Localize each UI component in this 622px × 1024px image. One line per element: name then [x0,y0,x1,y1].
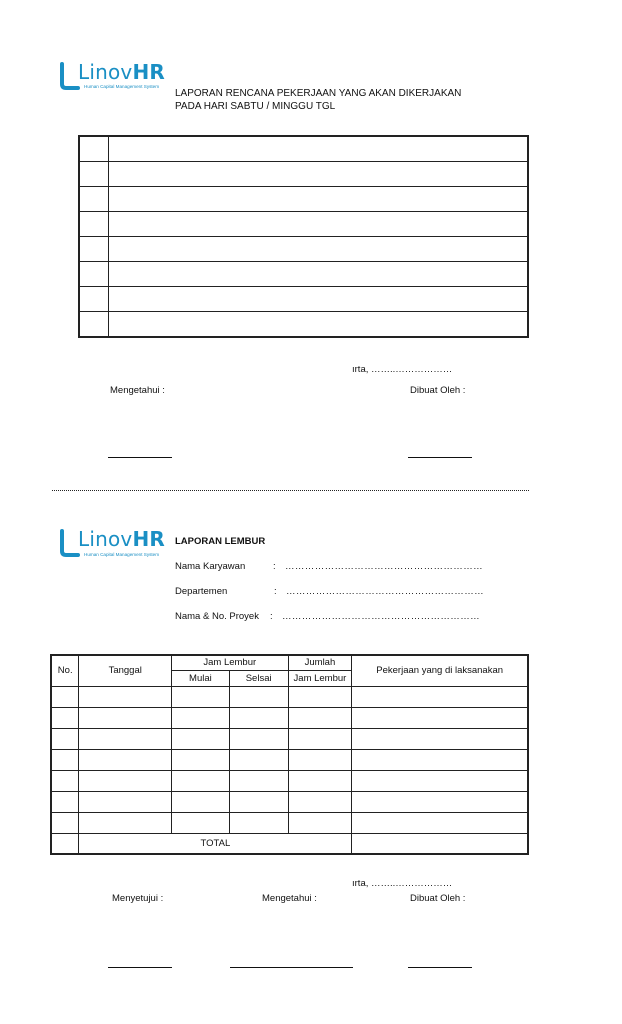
row-work-cell [352,812,528,833]
overtime-table-row [51,686,528,707]
cut-divider [52,490,529,491]
field-dots: …………………………………………………… [282,611,480,622]
plan-row-number-cell [79,162,109,187]
plan-sign-line-left [108,457,172,458]
row-end-cell [229,686,288,707]
plan-row-number-cell [79,237,109,262]
plan-table-row [79,162,528,187]
plan-table-row [79,312,528,338]
overtime-table-row [51,749,528,770]
row-work-cell [352,728,528,749]
title-line-1: LAPORAN RENCANA PEKERJAAN YANG AKAN DIKERJAKAN [175,88,462,99]
plan-row-number-cell [79,287,109,312]
row-work-cell [352,791,528,812]
plan-row-number-cell [79,212,109,237]
row-total-cell [288,749,352,770]
row-work-cell [352,707,528,728]
field-colon: : [274,586,277,597]
row-no-cell [51,686,79,707]
plan-table-row [79,237,528,262]
row-date-cell [79,707,172,728]
plan-table-row [79,136,528,162]
row-no-cell [51,791,79,812]
field-label: Nama & No. Proyek [175,611,259,622]
overtime-sign-line-left [108,967,172,968]
overtime-total-row [51,833,528,854]
overtime-table-row [51,707,528,728]
total-work-cell [352,833,528,854]
row-start-cell [172,770,230,791]
row-start-cell [172,686,230,707]
logo-tagline-2: Human Capital Management System [84,552,160,557]
row-end-cell [229,791,288,812]
field-dots: …………………………………………………… [286,586,484,597]
plan-row-task-cell [109,287,529,312]
overtime-table-row [51,728,528,749]
row-date-cell [79,749,172,770]
row-work-cell [352,770,528,791]
row-date-cell [79,812,172,833]
overtime-acknowledged-label: Mengetahui : [262,893,317,904]
field-colon: : [273,561,276,572]
col-header-end: Selsai [229,670,288,686]
row-no-cell [51,728,79,749]
plan-row-task-cell [109,187,529,212]
plan-row-task-cell [109,162,529,187]
plan-table-row [79,287,528,312]
plan-acknowledged-label: Mengetahui : [110,385,165,396]
plan-row-task-cell [109,136,529,162]
overtime-table-row [51,812,528,833]
field-employee-name [175,561,483,572]
plan-created-by-label: Dibuat Oleh : [410,385,466,396]
row-start-cell [172,749,230,770]
row-end-cell [229,728,288,749]
plan-place-date: ırta, ……..……………… [352,364,453,375]
field-department [175,586,484,597]
overtime-table [50,654,529,855]
row-total-cell [288,791,352,812]
logo-wordmark-2: LinovHR [78,527,165,551]
row-total-cell [288,707,352,728]
plan-row-task-cell [109,212,529,237]
row-no-cell [51,770,79,791]
logo-wordmark: LinovHR [78,60,165,84]
plan-row-number-cell [79,262,109,287]
field-label: Nama Karyawan [175,561,246,572]
plan-row-task-cell [109,262,529,287]
row-no-cell [51,749,79,770]
plan-sign-line-right [408,457,472,458]
row-total-cell [288,728,352,749]
col-header-total-hours: Jam Lembur [288,670,352,686]
col-header-start: Mulai [172,670,230,686]
row-no-cell [51,812,79,833]
row-start-cell [172,791,230,812]
row-start-cell [172,728,230,749]
row-total-cell [288,812,352,833]
logo-tagline: Human Capital Management System [84,84,160,89]
plan-row-task-cell [109,312,529,338]
col-header-no: No. [51,655,79,686]
row-total-cell [288,686,352,707]
total-row-no-cell [51,833,79,854]
plan-table [78,135,529,338]
plan-table-row [79,187,528,212]
overtime-table-row [51,791,528,812]
col-header-total: Jumlah [288,655,352,670]
col-header-date: Tanggal [79,655,172,686]
row-start-cell [172,707,230,728]
field-colon: : [270,611,273,622]
row-total-cell [288,770,352,791]
plan-table-row [79,262,528,287]
report-plan-title [175,87,461,113]
row-work-cell [352,686,528,707]
row-date-cell [79,770,172,791]
overtime-table-row [51,770,528,791]
field-project [175,611,480,622]
col-header-work-done: Pekerjaan yang di laksanakan [352,655,528,686]
row-date-cell [79,791,172,812]
row-no-cell [51,707,79,728]
row-start-cell [172,812,230,833]
row-date-cell [79,686,172,707]
plan-row-task-cell [109,237,529,262]
plan-table-row [79,212,528,237]
row-date-cell [79,728,172,749]
overtime-sign-line-right [408,967,472,968]
overtime-place-date: ırta, ……..……………… [352,878,453,889]
overtime-sign-line-middle [230,967,353,968]
plan-row-number-cell [79,312,109,338]
overtime-created-by-label: Dibuat Oleh : [410,893,466,904]
row-end-cell [229,749,288,770]
plan-row-number-cell [79,136,109,162]
field-label: Departemen [175,586,228,597]
row-end-cell [229,770,288,791]
overtime-report-title: LAPORAN LEMBUR [175,536,266,547]
row-work-cell [352,749,528,770]
plan-row-number-cell [79,187,109,212]
title-line-2: PADA HARI SABTU / MINGGU TGL [175,101,336,112]
total-label: TOTAL [79,833,352,854]
field-dots: …………………………………………………… [285,561,483,572]
overtime-approved-label: Menyetujui : [112,893,164,904]
row-end-cell [229,707,288,728]
col-header-overtime-hours: Jam Lembur [172,655,289,670]
row-end-cell [229,812,288,833]
